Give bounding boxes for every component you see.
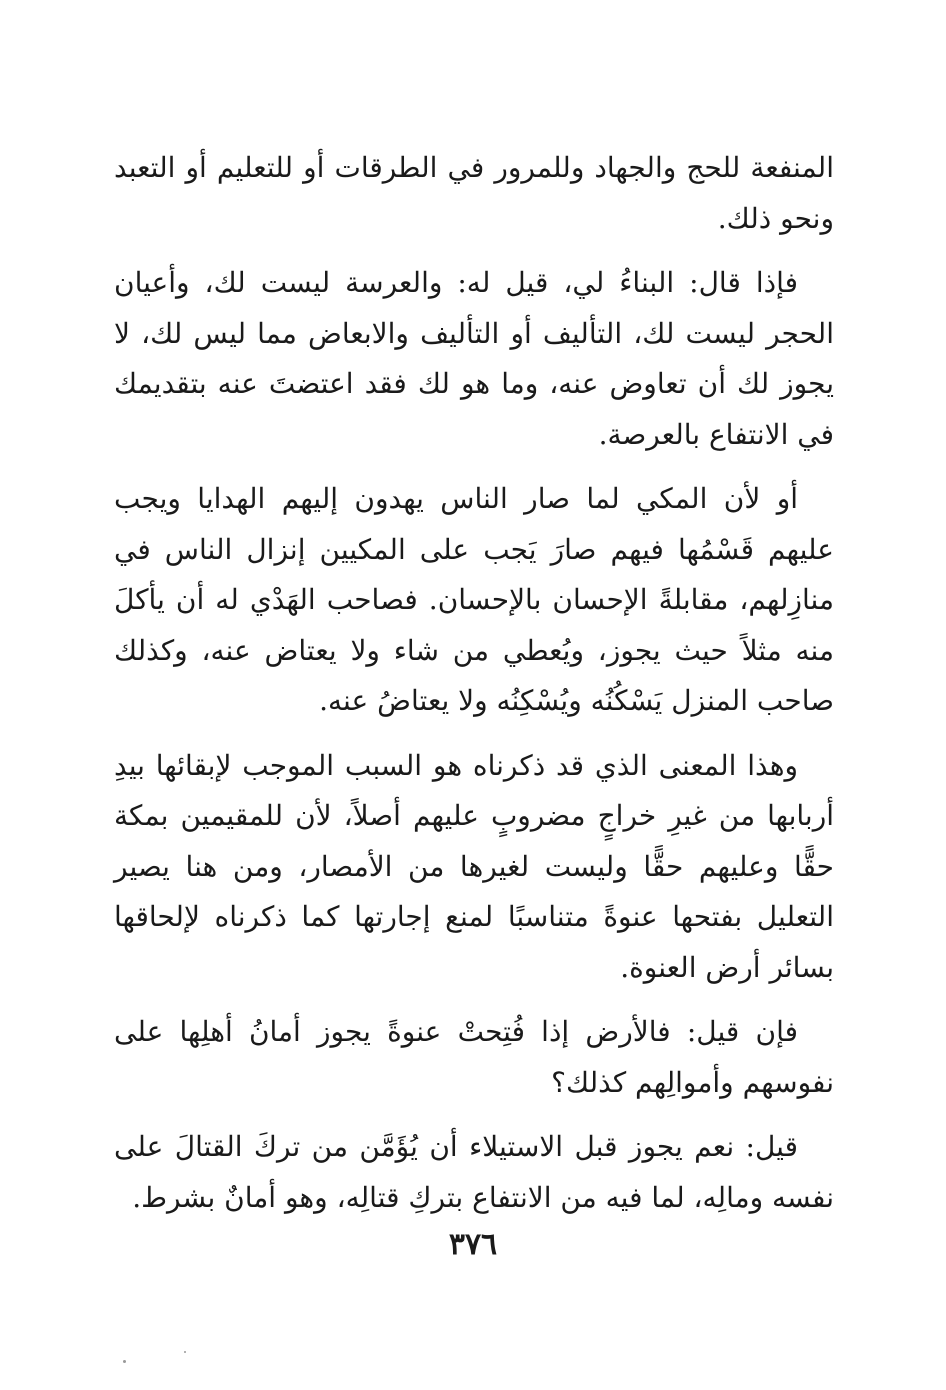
paragraph: وهذا المعنى الذي قد ذكرناه هو السبب الموجب لإبقائها بيدِ أربابها من غيرِ خراجٍ مضروبٍ عليهم أصلاً، لأن للمقيمين بمكة حقًّا وعليهم حقًّا وليست لغيرها من الأمصار، ومن هنا يصير التعليل بفتحها عنوةً متناسبًا لمنع إجارتها كما ذكرناه لإلحاقها بسائر أرض العنوة. (114, 748, 834, 984)
body-text (114, 143, 834, 1237)
scan-speck (184, 1351, 186, 1353)
scan-speck (123, 1360, 126, 1363)
paragraph: أو لأن المكي لما صار الناس يهدون إليهم الهدايا ويجب عليهم قَسْمُها فيهم صارَ يَجب على المكيين إنزال الناس في منازِلهم، مقابلةً الإحسان بالإحسان. فصاحب الهَدْي له أن يأكلَ منه مثلاً حيث يجوز، ويُعطي من شاء ولا يعتاض عنه، وكذلك صاحب المنزل يَسْكُنُه ويُسْكِنُه ولا يعتاضُ عنه. (114, 482, 834, 717)
paragraph: قيل: نعم يجوز قبل الاستيلاء أن يُؤَمَّن من تركَ القتالَ على نفسه ومالِه، لما فيه من الانتفاع بتركِ قتالِه، وهو أمانٌ بشرط. (114, 1130, 834, 1214)
page-number: ٣٧٦ (448, 1227, 498, 1262)
paragraph-continuation: المنفعة للحج والجهاد وللمرور في الطرقات أو للتعليم أو التعبد ونحو ذلك. (114, 151, 834, 235)
paragraph: فإذا قال: البناءُ لي، قيل له: والعرسة ليست لك، وأعيان الحجر ليست لك، التأليف أو التأليف والابعاض مما ليس لك، لا يجوز لك أن تعاوض عنه، وما هو لك فقد اعتضتَ عنه بتقديمك في الانتفاع بالعرصة. (114, 266, 834, 451)
paragraph: فإن قيل: فالأرض إذا فُتِحتْ عنوةً يجوز أمانُ أهلِها على نفوسهم وأموالِهم كذلك؟ (114, 1015, 834, 1099)
